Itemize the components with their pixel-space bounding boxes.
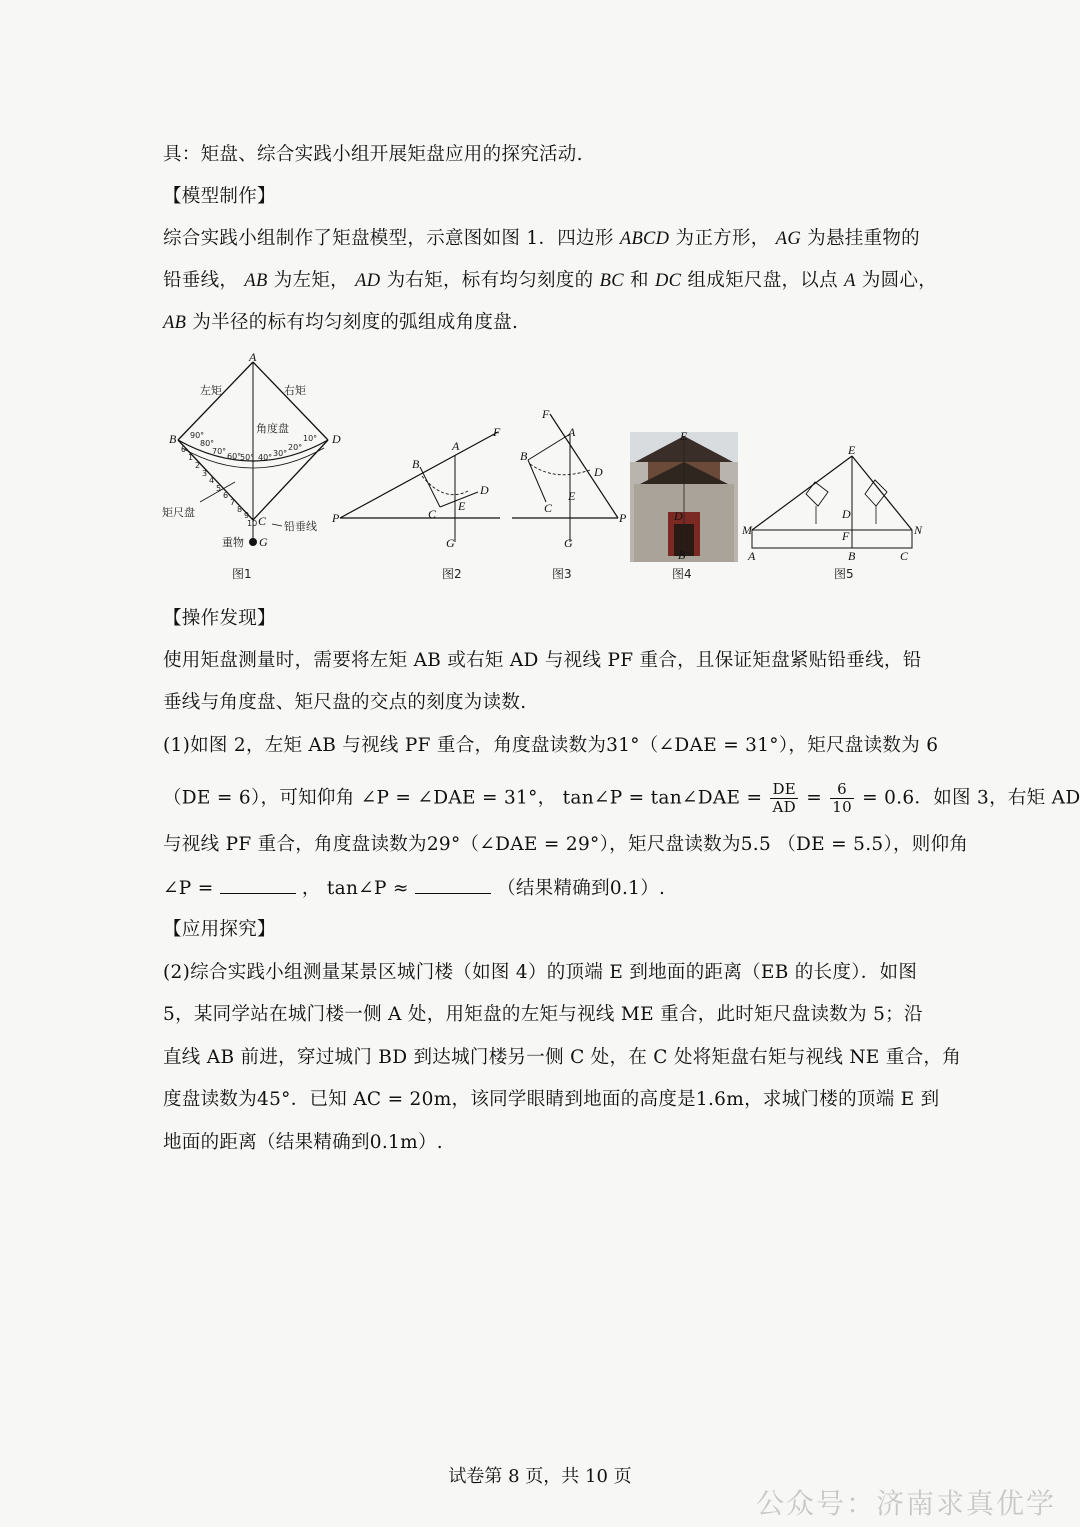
fig3-point-g: G bbox=[564, 536, 573, 550]
fig1-dial-label: 角度盘 bbox=[256, 422, 289, 435]
fig1-angle-tick: 10° bbox=[303, 434, 318, 443]
text-line-5: AB 为半径的标有均匀刻度的弧组成角度盘. bbox=[163, 312, 519, 333]
fig5-point-m: M bbox=[742, 523, 752, 537]
fig1-point-c: C bbox=[258, 514, 267, 528]
fig3-point-p: P bbox=[619, 511, 627, 525]
question-2-line-3: 直线 AB 前进，穿过城门 BD 到达城门楼另一侧 C 处，在 C 处将矩盘右矩与视线 NE 重合，角 bbox=[163, 1047, 961, 1068]
fig4-point-d: D bbox=[674, 509, 683, 523]
fig5-point-a: A bbox=[748, 549, 756, 563]
text-line-1: 具：矩盘、综合实践小组开展矩盘应用的探究活动. bbox=[163, 144, 583, 165]
watermark: 公众号：济南求真优学 bbox=[755, 1487, 1056, 1520]
figure-4-photo bbox=[630, 429, 738, 581]
fig1-plumb-label: 铅垂线 bbox=[284, 520, 317, 533]
question-2-line-1: (2)综合实践小组测量某景区城门楼（如图 4）的顶端 E 到地面的距离（EB 的长度）．如图 bbox=[163, 962, 918, 983]
fig1-point-g: G bbox=[259, 535, 268, 549]
fig5-point-n: N bbox=[914, 523, 923, 537]
fig1-ruler-tick: 3 bbox=[202, 469, 208, 478]
fig1-ruler-tick: 10 bbox=[247, 519, 258, 528]
fig1-angle-tick: 40° bbox=[258, 453, 273, 462]
caption-fig2: 图2 bbox=[442, 567, 462, 581]
fig3-point-e: E bbox=[568, 489, 576, 503]
fig3-point-b: B bbox=[520, 449, 528, 463]
question-2-line-2: 5，某同学站在城门楼一侧 A 处，用矩盘的左矩与视线 ME 重合，此时矩尺盘读数为 5；沿 bbox=[163, 1004, 923, 1025]
fig1-angle-tick: 20° bbox=[288, 443, 303, 452]
caption-fig3: 图3 bbox=[552, 567, 572, 581]
fig1-ruler-tick: 6 bbox=[223, 491, 229, 500]
figure-1 bbox=[162, 352, 341, 581]
answer-blank-angle[interactable] bbox=[220, 875, 296, 894]
fig1-ruler-tick: 2 bbox=[195, 461, 201, 470]
answer-blank-tan[interactable] bbox=[415, 875, 491, 894]
fraction-6-10: $\frac{6}{10}$ bbox=[832, 780, 852, 816]
fig5-point-f: F bbox=[842, 529, 850, 543]
heading-operation-discovery: 【操作发现】 bbox=[163, 608, 276, 629]
question-1-line-1: (1)如图 2，左矩 AB 与视线 PF 重合，角度盘读数为31°（∠DAE = 31°），矩尺盘读数为 6 bbox=[163, 735, 939, 756]
fig4-point-e: E bbox=[680, 429, 688, 443]
fig1-angle-tick: 50° bbox=[240, 453, 255, 462]
heading-model-making: 【模型制作】 bbox=[163, 186, 276, 207]
fig1-angle-tick: 70° bbox=[212, 447, 227, 456]
fig2-point-g: G bbox=[446, 536, 455, 550]
fig5-point-c: C bbox=[900, 549, 909, 563]
fig2-point-d: D bbox=[480, 483, 489, 497]
fig2-point-f: F bbox=[493, 425, 501, 439]
question-2-line-5: 地面的距离（结果精确到0.1m）. bbox=[163, 1132, 443, 1153]
fig1-angle-tick: 80° bbox=[200, 439, 215, 448]
fig1-weight-label: 重物 bbox=[222, 536, 244, 549]
fraction-de-ad: $\frac{DE}{AD}$ bbox=[772, 780, 797, 816]
fig1-ruler-tick: 1 bbox=[188, 453, 194, 462]
caption-fig4: 图4 bbox=[672, 567, 692, 581]
fig5-point-b: B bbox=[848, 549, 856, 563]
caption-fig5: 图5 bbox=[834, 567, 854, 581]
fig4-point-b: B bbox=[678, 548, 686, 562]
fig1-ruler-tick: 7 bbox=[230, 498, 236, 507]
fig1-right-label: 右矩 bbox=[284, 384, 306, 397]
fig1-point-a: A bbox=[249, 352, 257, 364]
fig1-ruler-tick: 4 bbox=[209, 476, 215, 485]
fig2-point-p: P bbox=[332, 511, 340, 525]
fig1-angle-tick: 60° bbox=[227, 452, 242, 461]
question-1-line-2: （DE = 6），可知仰角 ∠P = ∠DAE = 31°， tan∠P = tan∠DAE = $\frac{DE}{AD}$ = $\frac{6}{10}$ = 0.6．如图 3，右矩 AD bbox=[163, 780, 1080, 816]
question-2-line-4: 度盘读数为45°．已知 AC = 20m，该同学眼睛到地面的高度是1.6m，求城门楼的顶端 E 到 bbox=[163, 1089, 940, 1110]
fig1-ruler-tick: 5 bbox=[216, 484, 222, 493]
figures-row bbox=[160, 352, 940, 592]
fig5-point-e: E bbox=[848, 443, 856, 457]
fig1-ruler-tick: 9 bbox=[244, 511, 250, 520]
fig1-point-b: B bbox=[169, 432, 177, 446]
fig1-ruler-tick: 8 bbox=[237, 505, 243, 514]
fig3-point-a: A bbox=[568, 425, 576, 439]
fig2-point-e: E bbox=[458, 499, 466, 513]
fig3-point-d: D bbox=[594, 465, 603, 479]
fig1-left-label: 左矩 bbox=[200, 384, 222, 397]
heading-application-inquiry: 【应用探究】 bbox=[163, 919, 276, 940]
fig2-point-a: A bbox=[452, 439, 460, 453]
caption-fig1: 图1 bbox=[232, 567, 252, 581]
fig3-point-c: C bbox=[544, 501, 553, 515]
figure-2 bbox=[331, 425, 501, 581]
fig3-point-f: F bbox=[542, 407, 550, 421]
fig1-angle-tick: 30° bbox=[273, 449, 288, 458]
text-line-7: 使用矩盘测量时，需要将左矩 AB 或右矩 AD 与视线 PF 重合，且保证矩盘紧贴铅垂线，铅 bbox=[163, 650, 922, 671]
page-footer: 试卷第 8 页，共 10 页 bbox=[448, 1466, 632, 1487]
fig1-angle-tick: 90° bbox=[190, 431, 205, 440]
fig1-ruler-label: 矩尺盘 bbox=[162, 506, 195, 519]
fig2-point-b: B bbox=[412, 457, 420, 471]
text-line-4: 铅垂线， AB 为左矩， AD 为右矩，标有均匀刻度的 BC 和 DC 组成矩尺盘，以点 A 为圆心， bbox=[163, 270, 938, 291]
fig1-point-d: D bbox=[332, 432, 341, 446]
figure-5 bbox=[741, 443, 923, 581]
fig1-ruler-tick: 0 bbox=[181, 445, 187, 454]
fig2-point-c: C bbox=[428, 507, 437, 521]
question-1-line-4: ∠P = ， tan∠P ≈ （结果精确到0.1）. bbox=[163, 875, 665, 902]
text-line-8: 垂线与角度盘、矩尺盘的交点的刻度为读数. bbox=[163, 692, 527, 713]
question-1-line-3: 与视线 PF 重合，角度盘读数为29°（∠DAE = 29°），矩尺盘读数为5.5 （DE = 5.5），则仰角 bbox=[163, 834, 969, 855]
figure-3 bbox=[512, 407, 627, 581]
fig5-point-d: D bbox=[842, 507, 851, 521]
text-line-3: 综合实践小组制作了矩盘模型，示意图如图 1．四边形 ABCD 为正方形， AG 为悬挂重物的 bbox=[163, 228, 920, 249]
